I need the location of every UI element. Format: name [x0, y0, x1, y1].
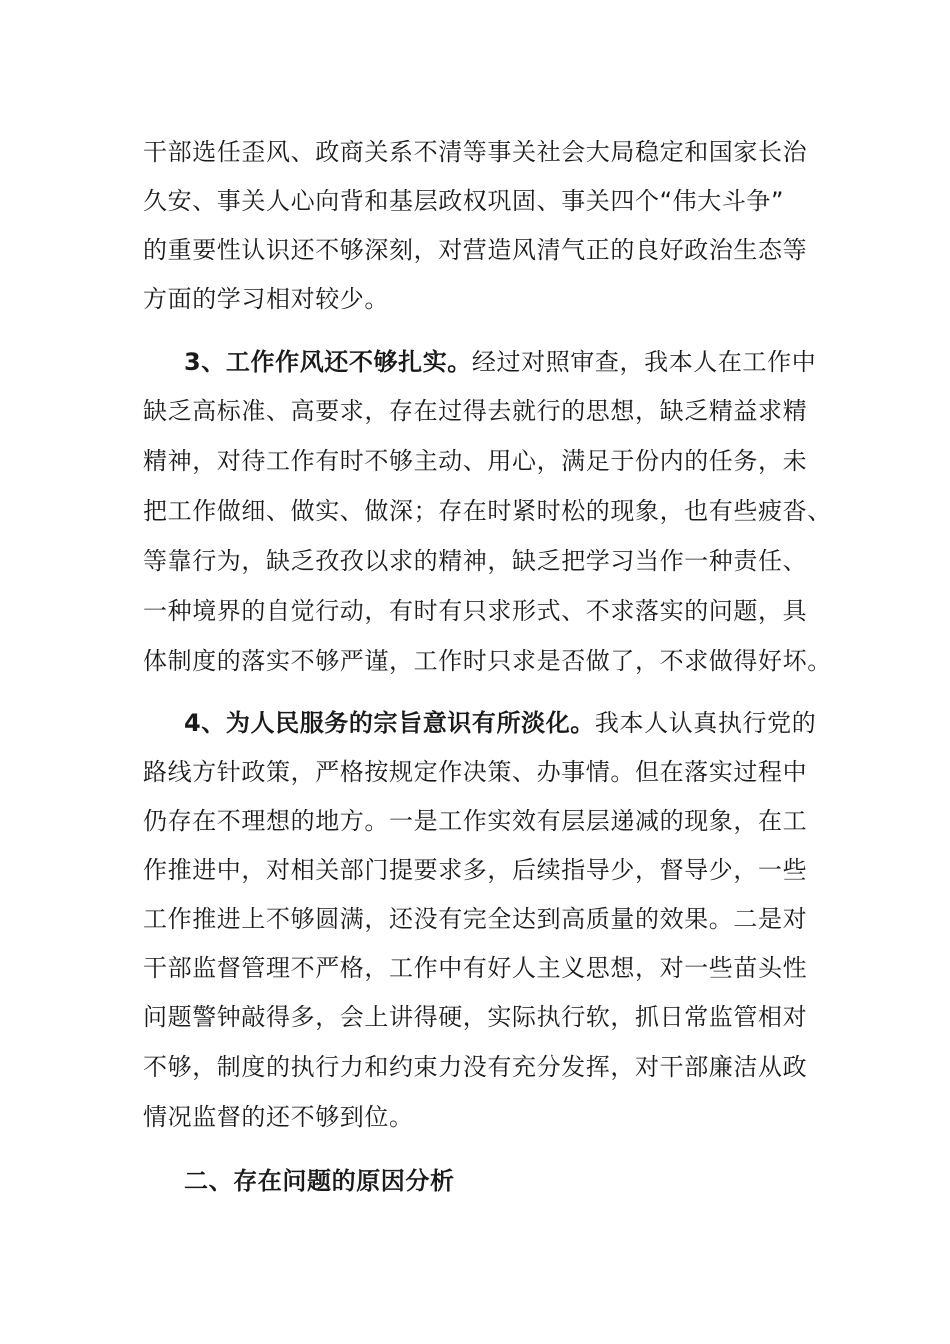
paragraph-line: 方面的学习相对较少。 [143, 285, 389, 313]
paragraph-line: 的重要性认识还不够深刻，对营造风清气正的良好政治生态等 [143, 236, 808, 264]
paragraph-line: 情况监督的还不够到位。 [143, 1103, 414, 1131]
paragraph-line: 精神，对待工作有时不够主动、用心，满足于份内的任务，未 [143, 447, 808, 475]
section-4-heading: 4、为人民服务的宗旨意识有所淡化。 [184, 709, 595, 737]
paragraph-line: 仍存在不理想的地方。一是工作实效有层层递减的现象，在工 [143, 807, 808, 835]
paragraph-line: 等靠行为，缺乏孜孜以求的精神，缺乏把学习当作一种责任、 [143, 547, 808, 575]
paragraph-line: 久安、事关人心向背和基层政权巩固、事关四个“伟大斗争” [143, 187, 785, 215]
paragraph-line: 路线方针政策，严格按规定作决策、办事情。但在落实过程中 [143, 758, 808, 786]
paragraph-line: 一种境界的自觉行动，有时有只求形式、不求落实的问题，具 [143, 597, 808, 625]
paragraph-line: 工作推进上不够圆满，还没有完全达到高质量的效果。二是对 [143, 905, 808, 933]
paragraph-line: 干部监督管理不严格，工作中有好人主义思想，对一些苗头性 [143, 954, 808, 982]
paragraph-line: 体制度的落实不够严谨，工作时只求是否做了，不求做得好坏。 [143, 647, 832, 675]
section-3-first-line-text: 经过对照审查，我本人在工作中 [471, 348, 817, 376]
paragraph-line: 把工作做细、做实、做深；存在时紧时松的现象，也有些疲沓、 [143, 497, 832, 525]
section-heading-analysis: 二、存在问题的原因分析 [184, 1167, 455, 1195]
section-3-first-line [184, 347, 816, 377]
paragraph-line: 作推进中，对相关部门提要求多，后续指导少，督导少，一些 [143, 856, 808, 884]
section-4-first-line-text: 我本人认真执行党的 [594, 709, 817, 737]
section-4-first-line [184, 708, 816, 738]
paragraph-line: 缺乏高标准、高要求，存在过得去就行的思想，缺乏精益求精 [143, 397, 808, 425]
paragraph-line: 问题警钟敲得多，会上讲得硬，实际执行软，抓日常监管相对 [143, 1003, 808, 1031]
paragraph-line: 不够，制度的执行力和约束力没有充分发挥，对干部廉洁从政 [143, 1053, 808, 1081]
paragraph-line: 干部选任歪风、政商关系不清等事关社会大局稳定和国家长治 [143, 138, 808, 166]
section-3-heading: 3、工作作风还不够扎实。 [184, 348, 472, 376]
